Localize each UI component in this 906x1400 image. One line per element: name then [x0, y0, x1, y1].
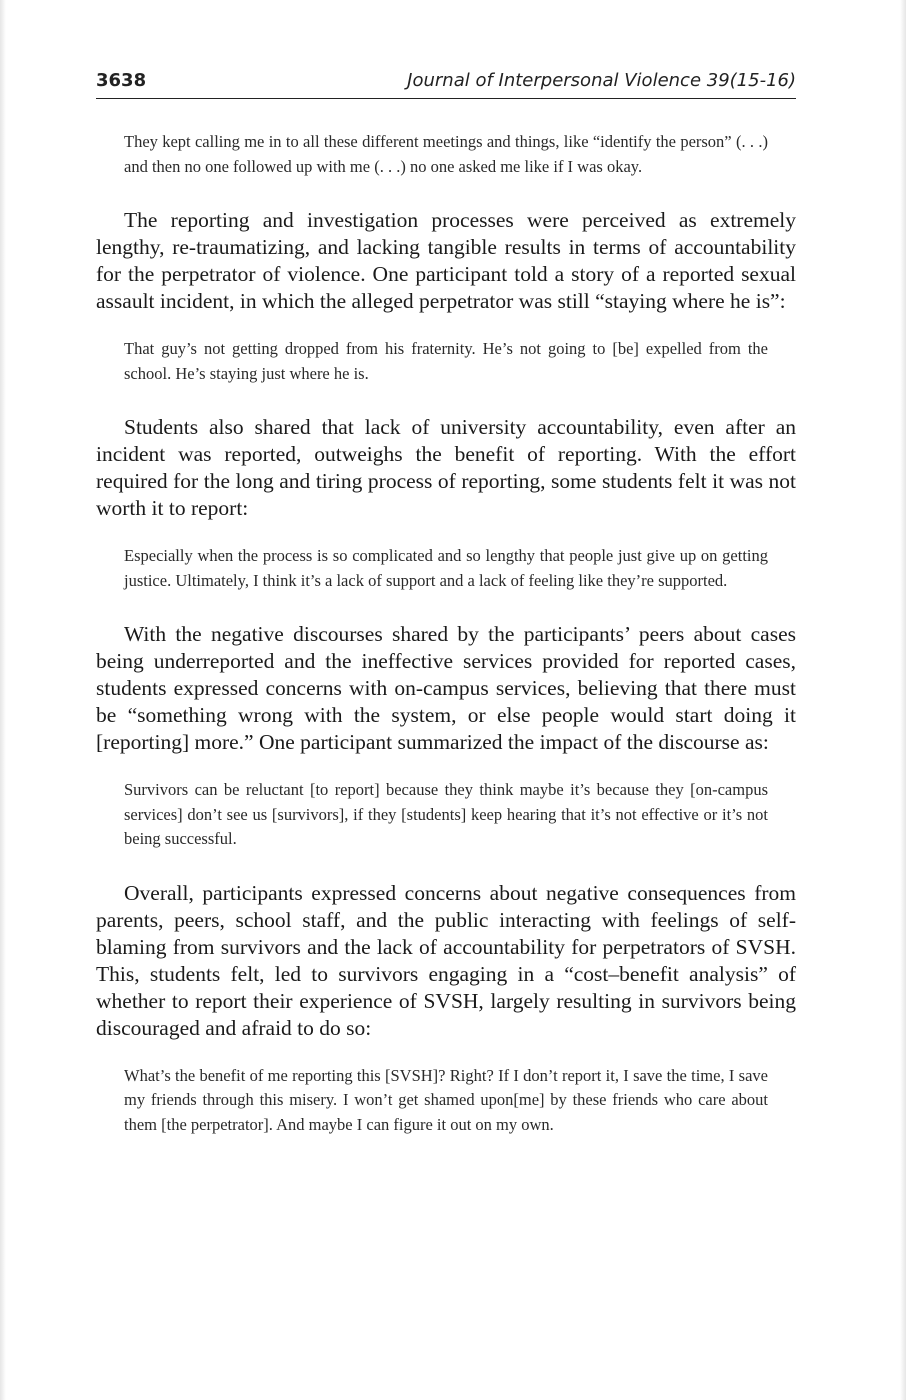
spacer — [96, 522, 796, 544]
journal-running-head: Journal of Interpersonal Violence 39(15-16) — [407, 70, 796, 91]
article-body — [96, 130, 796, 1137]
spacer — [96, 756, 796, 778]
page-number: 3638 — [96, 70, 147, 91]
spacer — [96, 179, 796, 207]
page-edge-right — [900, 0, 906, 1400]
paragraph-1: The reporting and investigation processes were perceived as extremely lengthy, re-traumatizing, and lacking tangible results in terms of accountability for the perpetrator of violence. One participant told a story of a reported sexual assault incident, in which the alleged perpetrator was still “staying where he is”: — [96, 208, 796, 313]
paragraph-2: Students also shared that lack of university accountability, even after an incident was reported, outweighs the benefit of reporting. With the effort required for the long and tiring process of reporting, some students felt it was not worth it to report: — [96, 415, 796, 520]
block-quote-2: That guy’s not getting dropped from his fraternity. He’s not going to [be] expelled from the school. He’s staying just where he is. — [124, 339, 768, 383]
block-quote-4: Survivors can be reluctant [to report] because they think maybe it’s because they [on-campus services] don’t see us [survivors], if they [students] keep hearing that it’s not effective or it’s not being successful. — [124, 780, 768, 848]
spacer — [96, 315, 796, 337]
paragraph-3: With the negative discourses shared by the participants’ peers about cases being underreported and the ineffective services provided for reported cases, students expressed concerns with on-campus services, believing that there must be “something wrong with the system, or else people would start doing it [reporting] more.” One participant summarized the impact of the discourse as: — [96, 622, 796, 754]
spacer — [96, 593, 796, 621]
paragraph-4: Overall, participants expressed concerns about negative consequences from parents, peers, school staff, and the public interacting with feelings of self-blaming from survivors and the lack of accountability for perpetrators of SVSH. This, students felt, led to survivors engaging in a “cost–benefit analysis” of whether to report their experience of SVSH, largely resulting in survivors being discouraged and afraid to do so: — [96, 880, 796, 1040]
block-quote-3: Especially when the process is so complicated and so lengthy that people just give up on getting justice. Ultimately, I think it’s a lack of support and a lack of feeling like they’re supported. — [124, 546, 768, 590]
block-quote-1: They kept calling me in to all these different meetings and things, like “identify the person” (. . .) and then no one followed up with me (. . .) no one asked me like if I was okay. — [124, 132, 768, 176]
running-header — [96, 66, 796, 99]
page-edge-left — [0, 0, 6, 1400]
block-quote-5: What’s the benefit of me reporting this [SVSH]? Right? If I don’t report it, I save the time, I save my friends through this misery. I won’t get shamed upon[me] by these friends who care about them [the perpetrator]. And maybe I can figure it out on my own. — [124, 1065, 768, 1134]
spacer — [96, 1042, 796, 1064]
spacer — [96, 852, 796, 880]
spacer — [96, 386, 796, 414]
